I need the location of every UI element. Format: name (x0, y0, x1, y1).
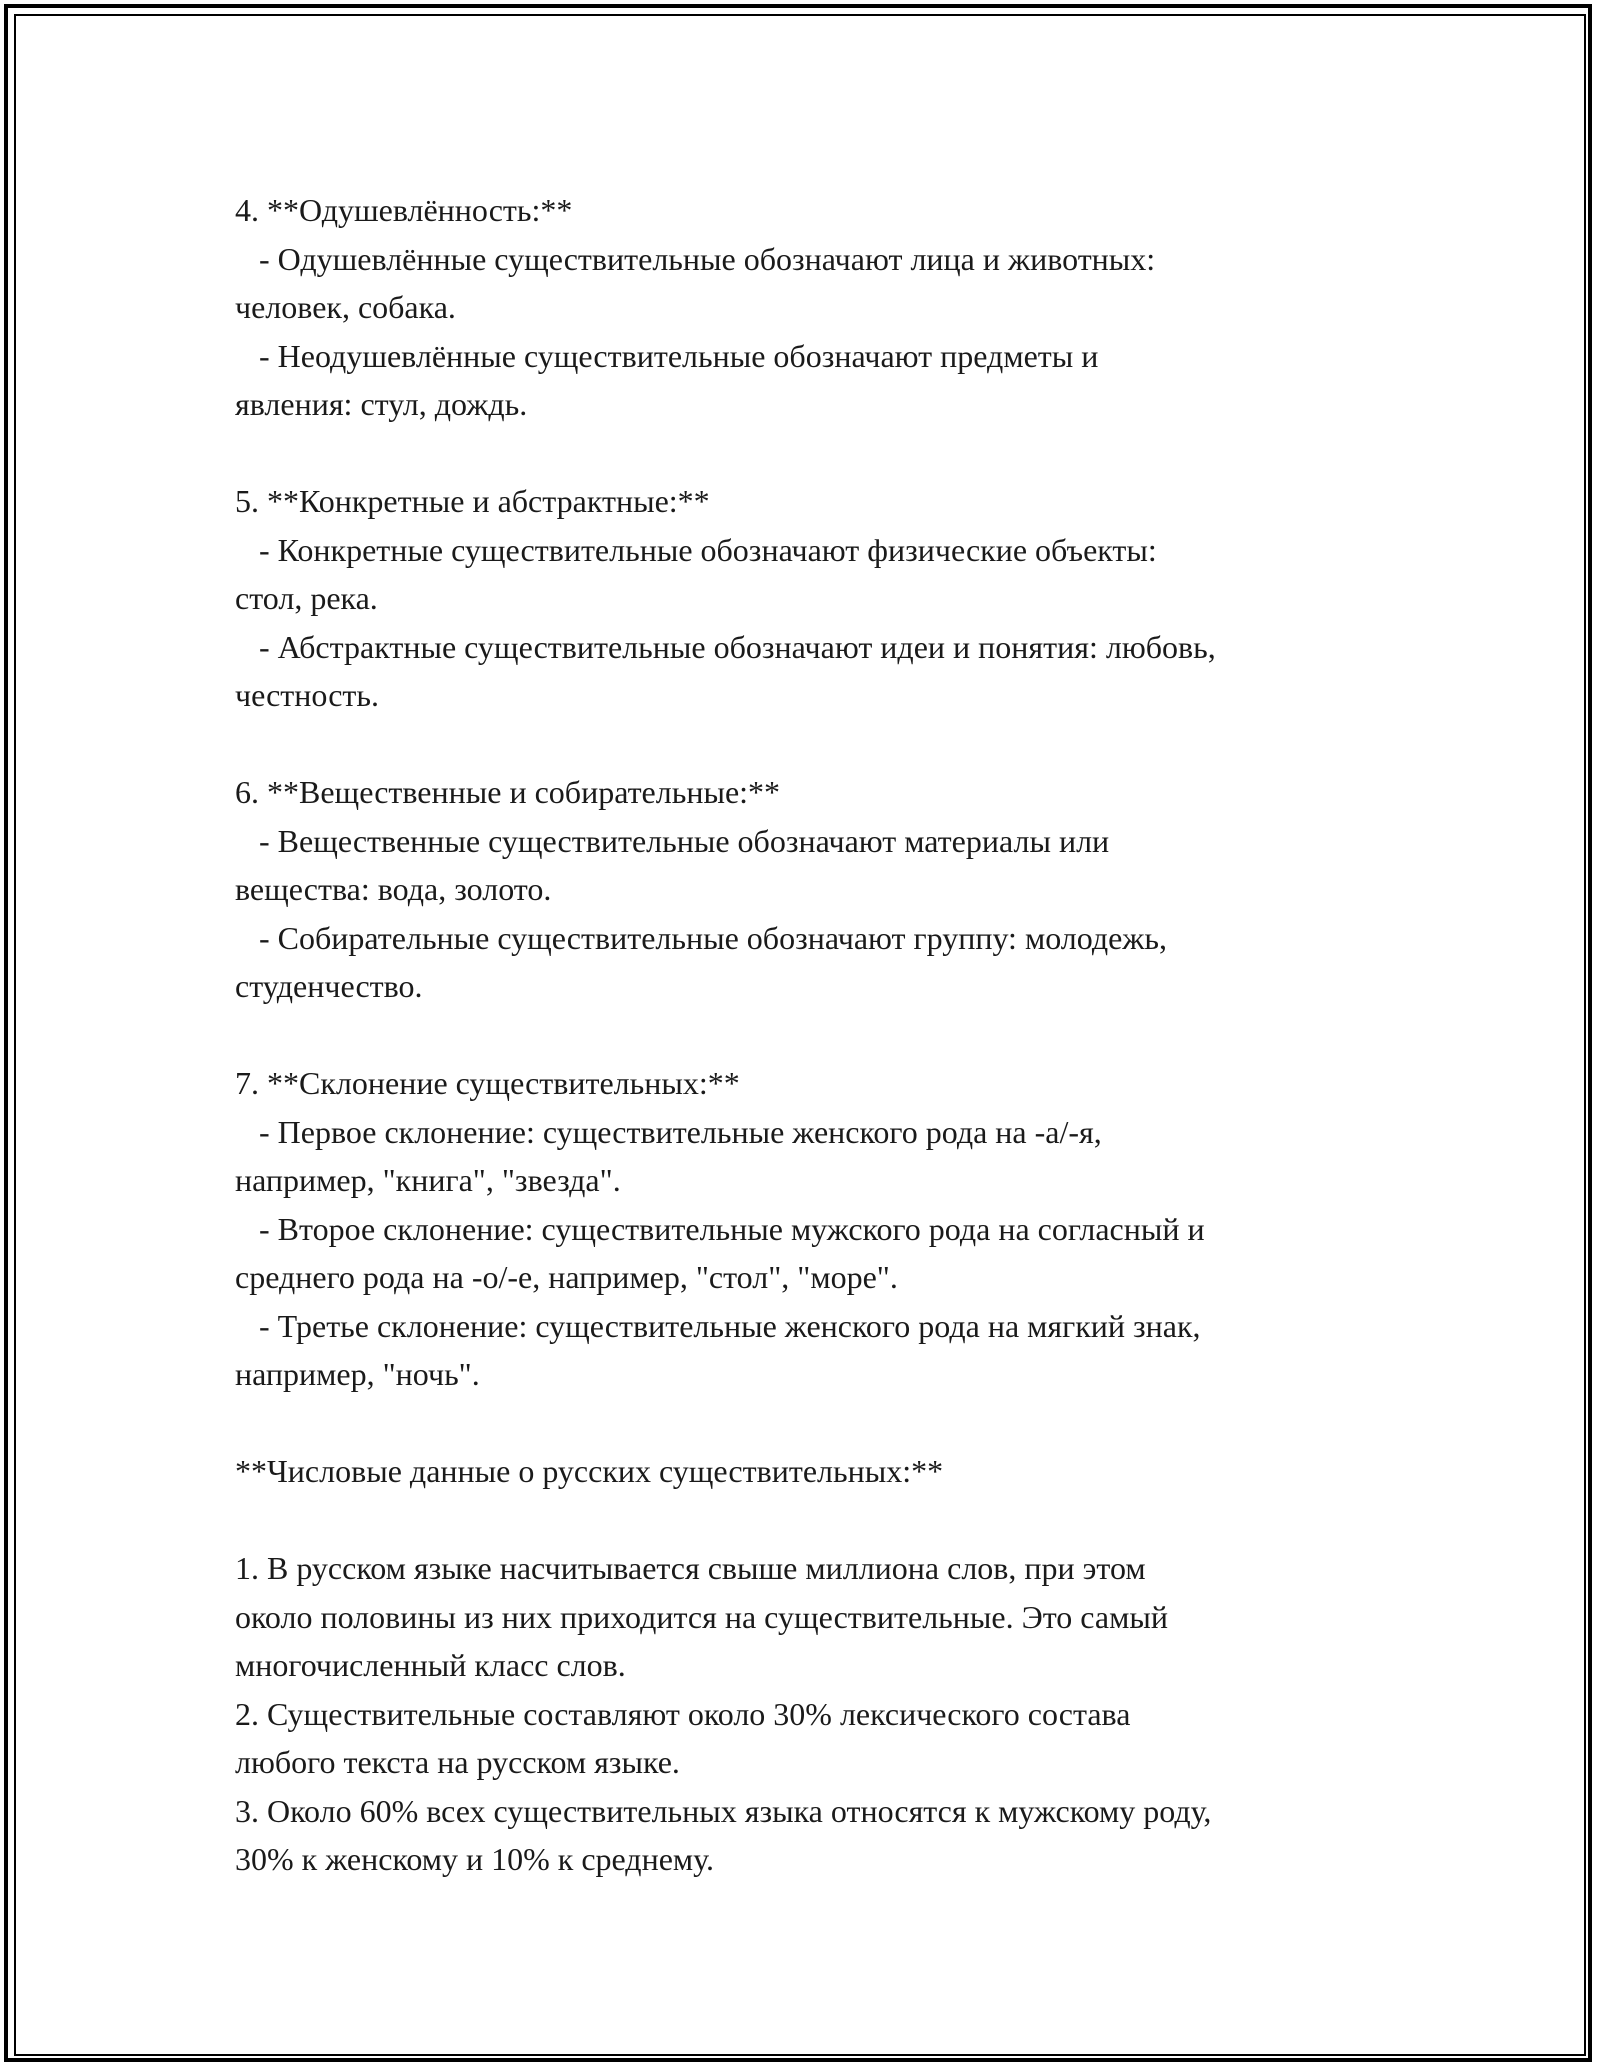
paragraph-gap (235, 1011, 1385, 1060)
text-line: - Неодушевлённые существительные обозначают предметы и (235, 337, 1099, 374)
text-line: - Первое склонение: существительные женского рода на -а/-я, (235, 1113, 1102, 1150)
text-line: - Собирательные существительные обозначают группу: молодежь, (235, 919, 1167, 956)
section-heading: **Числовые данные о русских существительных:** (235, 1453, 944, 1489)
text-line: 5. **Конкретные и абстрактные:** (235, 483, 710, 519)
text-line: 7. **Склонение существительных:** (235, 1065, 740, 1101)
text-line: 6. **Вещественные и собирательные:** (235, 774, 781, 810)
section-animacy (235, 186, 1385, 429)
text-line: стол, река. (235, 580, 378, 616)
text-line: - Абстрактные существительные обозначают идеи и понятия: любовь, (235, 628, 1216, 665)
section-material-collective (235, 768, 1385, 1011)
text-line: 30% к женскому и 10% к среднему. (235, 1841, 714, 1877)
text-line: - Вещественные существительные обозначают материалы или (235, 822, 1110, 859)
paragraph-gap (235, 720, 1385, 769)
text-line: любого текста на русском языке. (235, 1744, 680, 1780)
document-body (235, 186, 1385, 1884)
paragraph-gap (235, 1399, 1385, 1448)
text-line: 1. В русском языке насчитывается свыше миллиона слов, при этом (235, 1550, 1146, 1586)
text-line: среднего рода на -о/-е, например, "стол", "море". (235, 1259, 898, 1295)
text-line: - Одушевлённые существительные обозначают лица и животных: (235, 240, 1156, 277)
paragraph-gap (235, 429, 1385, 478)
section-concrete-abstract (235, 477, 1385, 720)
text-line: человек, собака. (235, 289, 456, 325)
text-line: - Конкретные существительные обозначают физические объекты: (235, 531, 1157, 568)
section-numeric-data (235, 1544, 1385, 1884)
text-line: около половины из них приходится на существительные. Это самый (235, 1598, 1168, 1635)
text-line: явления: стул, дождь. (235, 386, 528, 422)
text-line: честность. (235, 677, 379, 713)
text-line: - Второе склонение: существительные мужского рода на согласный и (235, 1210, 1205, 1247)
text-line: например, "ночь". (235, 1356, 480, 1392)
text-line: - Третье склонение: существительные женского рода на мягкий знак, (235, 1307, 1201, 1344)
section-declension (235, 1059, 1385, 1399)
text-line: 3. Около 60% всех существительных языка относятся к мужскому роду, (235, 1792, 1212, 1829)
paragraph-gap (235, 1496, 1385, 1545)
text-line: 2. Существительные составляют около 30% лексического состава (235, 1695, 1131, 1732)
text-line: вещества: вода, золото. (235, 871, 552, 907)
text-line: 4. **Одушевлённость:** (235, 192, 573, 228)
text-line: студенчество. (235, 968, 423, 1004)
text-line: например, "книга", "звезда". (235, 1162, 621, 1198)
section-numeric-heading (235, 1447, 1385, 1496)
text-line: многочисленный класс слов. (235, 1647, 626, 1683)
